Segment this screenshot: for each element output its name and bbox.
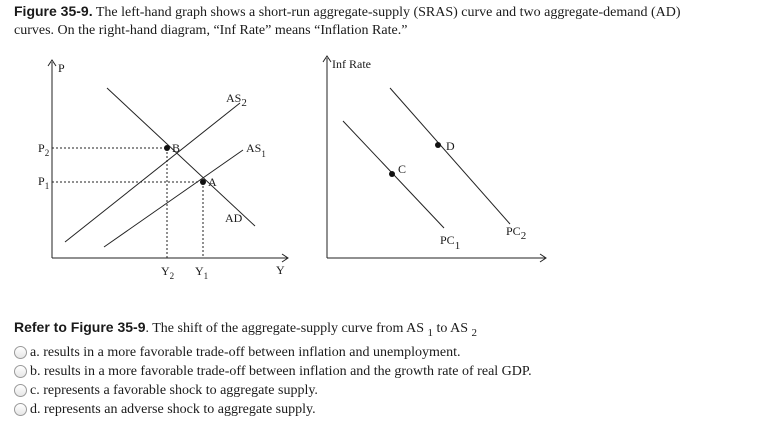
pc2-curve xyxy=(390,88,510,224)
answer-options xyxy=(14,343,532,419)
left-x-axis-label: Y xyxy=(276,263,285,277)
option-a[interactable] xyxy=(14,343,532,362)
pc1-label: PC1 xyxy=(440,233,461,252)
question-figure-ref: Refer to Figure 35-9 xyxy=(14,319,146,335)
y2-label: $Y_2$ xyxy=(161,264,175,281)
figure-label: Figure 35-9. xyxy=(14,3,93,19)
option-d-radio[interactable] xyxy=(14,403,27,416)
option-d[interactable] xyxy=(14,400,532,419)
option-c-label: c. represents a favorable shock to aggregate supply. xyxy=(30,382,318,398)
p2-label: $P_2$ xyxy=(38,141,50,158)
option-a-radio[interactable] xyxy=(14,346,27,359)
option-b-label: b. results in a more favorable trade-off between inflation and the growth rate of real GDP. xyxy=(30,363,532,379)
caption-line-1: The left-hand graph shows a short-run aggregate-supply (SRAS) curve and two aggregate-demand (AD) xyxy=(92,5,681,20)
point-b-label: B xyxy=(172,141,181,155)
as2-curve xyxy=(65,103,240,242)
point-c-dot xyxy=(389,171,395,177)
point-b-dot xyxy=(164,145,170,151)
ad-label: AD xyxy=(225,211,243,225)
option-c[interactable] xyxy=(14,381,532,400)
option-b-radio[interactable] xyxy=(14,365,27,378)
point-a-label: A xyxy=(208,175,217,189)
option-d-label: d. represents an adverse shock to aggregate supply. xyxy=(30,401,316,417)
left-y-axis-label: P xyxy=(58,61,65,75)
point-a-dot xyxy=(200,179,206,185)
option-b[interactable] xyxy=(14,362,532,381)
pc2-label: PC2 xyxy=(506,224,527,242)
y1-label: $Y_1$ xyxy=(195,264,209,281)
as1-label: $AS_1$ xyxy=(246,141,266,159)
point-c-label: C xyxy=(398,162,407,176)
caption-line-2: curves. On the right-hand diagram, “Inf Rate” means “Inflation Rate.” xyxy=(14,23,408,38)
p1-label: $P_1$ xyxy=(38,174,50,191)
point-d-dot xyxy=(435,142,441,148)
option-c-radio[interactable] xyxy=(14,384,27,397)
right-y-axis-label: Inf Rate xyxy=(332,57,371,71)
as2-label: AS2 xyxy=(226,91,247,109)
left-graph xyxy=(48,60,288,262)
question-text: Refer to Figure 35-9. The shift of the aggregate-supply curve from AS $_1$ to AS $_2$ xyxy=(14,319,478,339)
as1-curve xyxy=(104,150,243,247)
point-d-label: D xyxy=(446,139,455,153)
option-a-label: a. results in a more favorable trade-off between inflation and unemployment. xyxy=(30,344,461,360)
